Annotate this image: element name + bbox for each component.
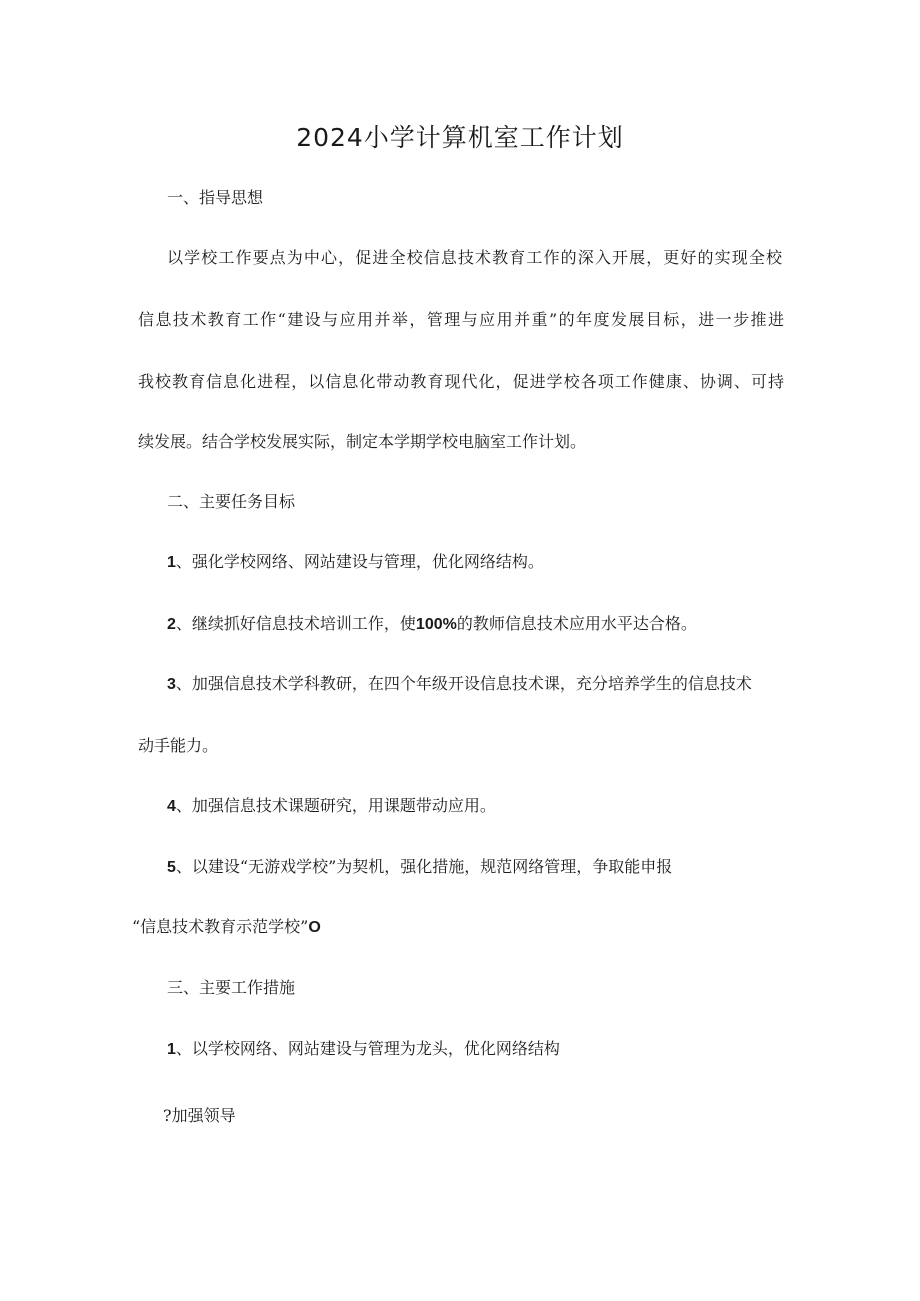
item-text: 、以学校网络、网站建设与管理为龙头，优化网络结构 bbox=[175, 1039, 560, 1058]
paragraph-line: 续发展。结合学校发展实际，制定本学期学校电脑室工作计划。 bbox=[138, 432, 587, 451]
measure-item bbox=[167, 1039, 560, 1060]
sub-item: ?加强领导 bbox=[163, 1106, 236, 1125]
list-item bbox=[167, 857, 672, 878]
list-item bbox=[167, 796, 496, 817]
paragraph-line: 以学校工作要点为中心，促进全校信息技术教育工作的深入开展，更好的实现全校 bbox=[167, 248, 782, 267]
item-text: 的教师信息技术应用水平达合格。 bbox=[456, 614, 697, 633]
list-item bbox=[167, 552, 544, 573]
list-item bbox=[167, 674, 752, 695]
list-item-continuation: 动手能力。 bbox=[138, 736, 219, 755]
item-number: 4 bbox=[167, 798, 176, 815]
item-number: 1 bbox=[167, 1041, 176, 1058]
item-text: “信息技术教育示范学校” bbox=[132, 917, 309, 936]
item-number: 5 bbox=[167, 859, 176, 876]
section-heading-3: 三、主要工作措施 bbox=[167, 978, 296, 997]
item-text: 、加强信息技术学科教研，在四个年级开设信息技术课，充分培养学生的信息技术 bbox=[175, 674, 752, 693]
document-title: 2024小学计算机室工作计划 bbox=[296, 123, 624, 152]
section-heading-1: 一、指导思想 bbox=[167, 188, 264, 207]
item-number: 1 bbox=[167, 554, 176, 571]
paragraph-line: 信息技术教育工作“建设与应用并举，管理与应用并重”的年度发展目标，进一步推进 bbox=[138, 310, 784, 329]
item-text: 、加强信息技术课题研究，用课题带动应用。 bbox=[175, 796, 496, 815]
item-text: 、以建设“无游戏学校”为契机，强化措施，规范网络管理，争取能申报 bbox=[175, 857, 673, 876]
section-heading-2: 二、主要任务目标 bbox=[167, 492, 296, 511]
item-text: 、继续抓好信息技术培训工作，使 bbox=[175, 614, 416, 633]
list-item-continuation bbox=[132, 917, 321, 938]
item-number: 3 bbox=[167, 676, 176, 693]
list-item bbox=[167, 614, 697, 635]
item-number: 2 bbox=[167, 616, 176, 633]
paragraph-line: 我校教育信息化进程，以信息化带动教育现代化，促进学校各项工作健康、协调、可持 bbox=[138, 372, 784, 391]
item-text: 、强化学校网络、网站建设与管理，优化网络结构。 bbox=[175, 552, 544, 571]
percentage-value: 100% bbox=[415, 616, 457, 633]
item-end-mark: O bbox=[308, 919, 321, 936]
